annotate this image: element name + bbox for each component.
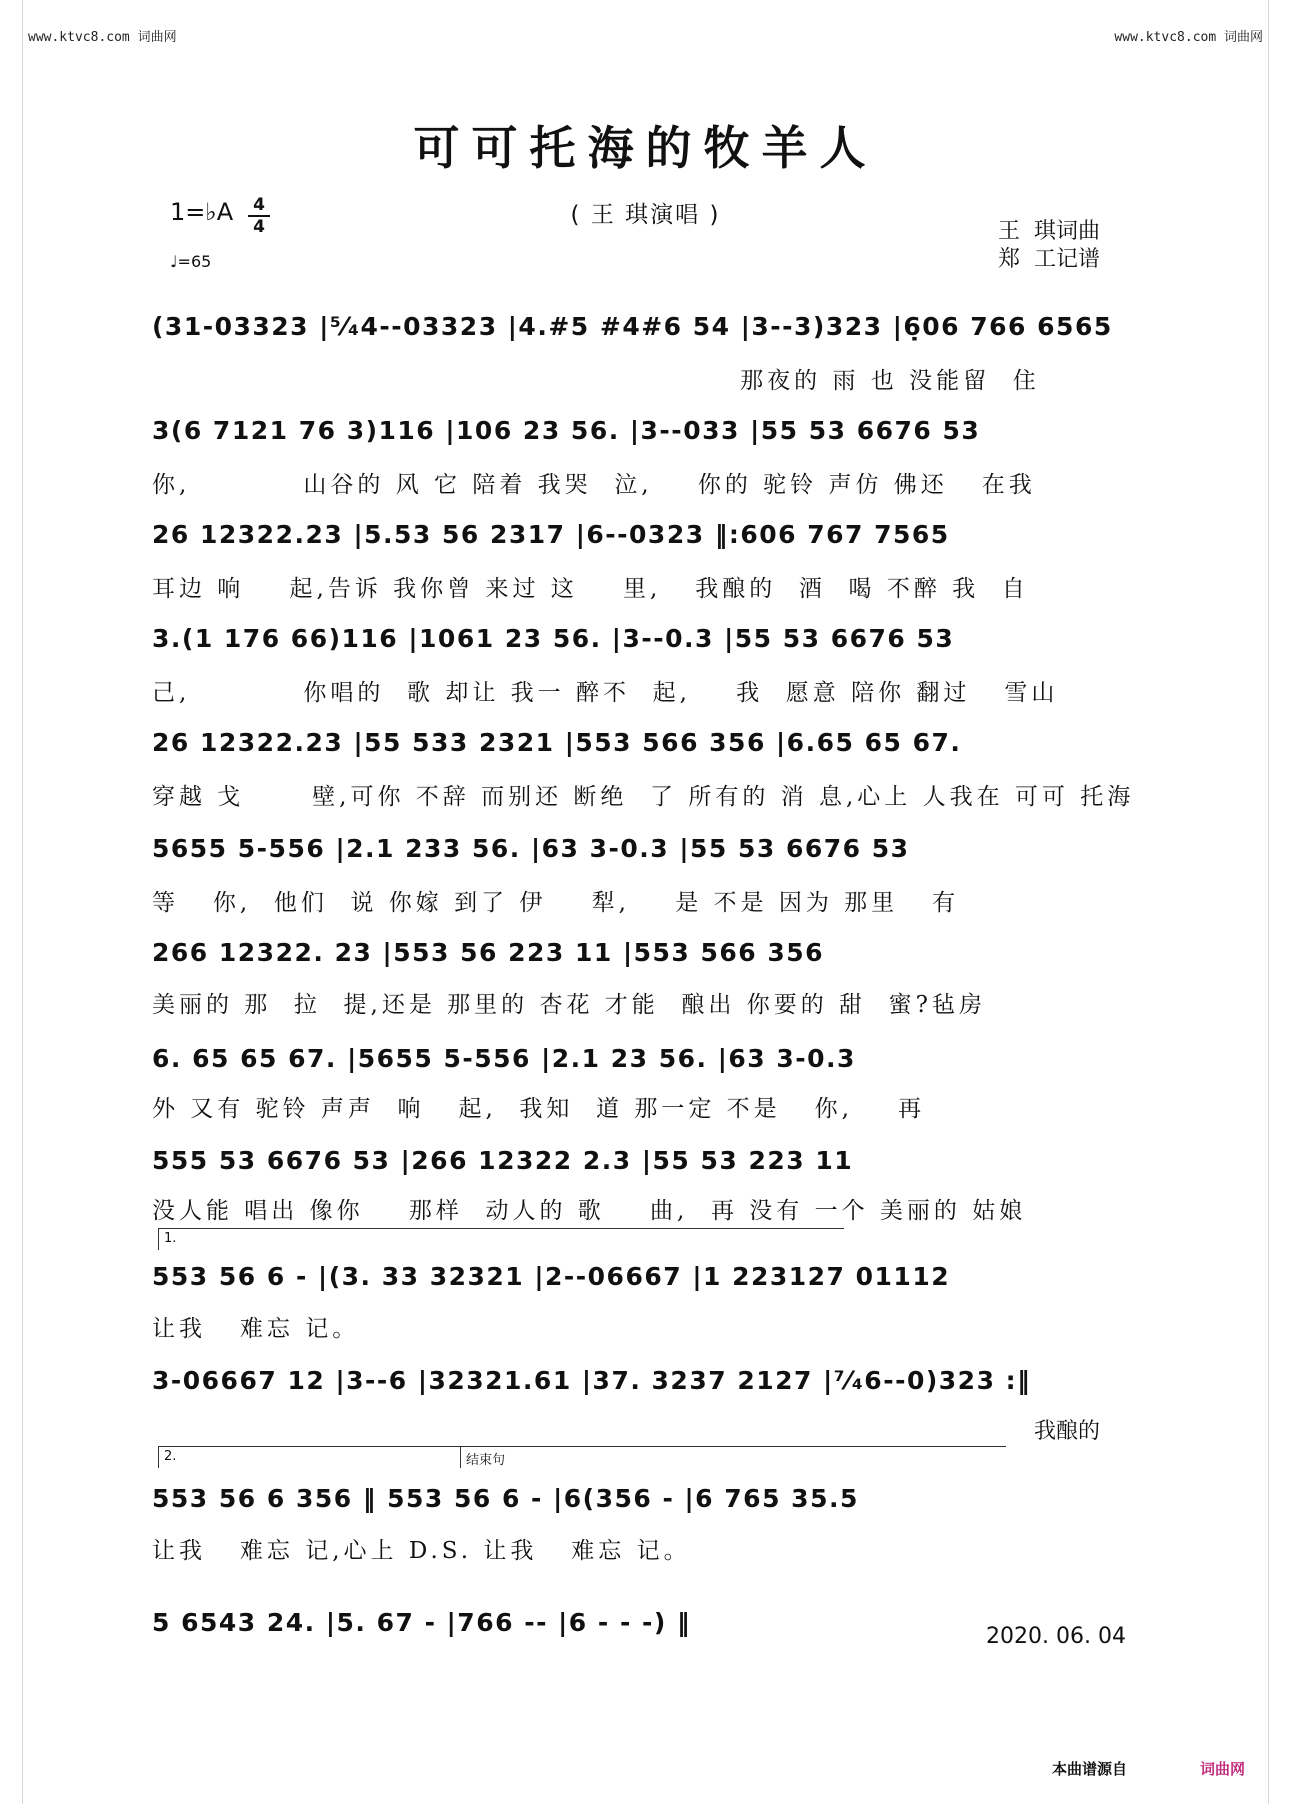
coda-ending: 结束句 bbox=[460, 1446, 1006, 1468]
transcription-date: 2020. 06. 04 bbox=[986, 1624, 1126, 1649]
score-system-2-lyrics: 你, 山谷的 风 它 陪着 我哭 泣, 你的 驼铃 声仿 佛还 在我 bbox=[152, 472, 1036, 498]
score-system-8-notes: 6. 65 65 67. |5655 5-556 |2.1 23 56. |63 3-0.3 bbox=[152, 1044, 856, 1073]
score-system-10-notes: 553 56 6 - |(3. 33 32321 |2--06667 |1 223127 01112 bbox=[152, 1262, 951, 1291]
score-system-10-lyrics: 让我 难忘 记。 bbox=[152, 1316, 360, 1342]
header-url-right[interactable]: www.ktvc8.com 词曲网 bbox=[1114, 30, 1263, 45]
left-margin-strip bbox=[0, 0, 23, 1804]
time-signature-top: 4 bbox=[253, 195, 265, 215]
score-system-7-notes: 266 12322. 23 |553 56 223 11 |553 566 356 bbox=[152, 938, 825, 967]
time-signature bbox=[248, 196, 270, 236]
score-system-4-lyrics: 己, 你唱的 歌 却让 我一 醉不 起, 我 愿意 陪你 翻过 雪山 bbox=[152, 680, 1059, 706]
score-system-6-lyrics: 等 你, 他们 说 你嫁 到了 伊 犁, 是 不是 因为 那里 有 bbox=[152, 890, 960, 916]
header-url-left[interactable]: www.ktvc8.com 词曲网 bbox=[28, 30, 177, 45]
performer-subtitle: ( 王 琪演唱 ) bbox=[570, 202, 721, 228]
score-system-6-notes: 5655 5-556 |2.1 233 56. |63 3-0.3 |55 53 6676 53 bbox=[152, 834, 910, 863]
song-title: 可可托海的牧羊人 bbox=[413, 121, 878, 175]
key-signature: 1=♭A bbox=[170, 198, 234, 226]
volta-second-ending: 2. bbox=[158, 1446, 460, 1468]
score-system-1-lyrics: 那夜的 雨 也 没能留 住 bbox=[152, 368, 1040, 394]
score-system-1-notes: (31-03323 |⁵⁄₄4--03323 |4.#5 #4#6 54 |3--3)323 |6̣06 766 6565 bbox=[152, 312, 1113, 341]
tempo-marking: ♩=65 bbox=[170, 252, 212, 271]
score-system-12-lyrics: 让我 难忘 记,心上 D.S. 让我 难忘 记。 bbox=[152, 1538, 691, 1564]
score-system-12-notes: 553 56 6 356 ‖ 553 56 6 - |6(356 - |6 765 35.5 bbox=[152, 1484, 859, 1513]
right-margin-strip bbox=[1268, 0, 1291, 1804]
score-system-5-lyrics: 穿越 戈 壁,可你 不辞 而别还 断绝 了 所有的 消 息,心上 人我在 可可 托海 bbox=[152, 784, 1135, 810]
credit-transcriber: 郑 工记谱 bbox=[998, 247, 1100, 272]
score-system-9-lyrics: 没人能 唱出 像你 那样 动人的 歌 曲, 再 没有 一个 美丽的 姑娘 bbox=[152, 1198, 1027, 1224]
volta-first-ending: 1. bbox=[158, 1228, 844, 1250]
footer-source-label: 本曲谱源自 bbox=[1052, 1760, 1128, 1778]
score-system-3-notes: 26 12322.23 |5.53 56 2317 |6--0323 ‖:606 767 7565 bbox=[152, 520, 950, 549]
credits bbox=[998, 218, 1100, 274]
score-system-9-notes: 555 53 6676 53 |266 12322 2.3 |55 53 223 11 bbox=[152, 1146, 854, 1175]
score-system-3-lyrics: 耳边 响 起,告诉 我你曾 来过 这 里, 我酿的 酒 喝 不醉 我 自 bbox=[152, 576, 1029, 602]
score-system-2-notes: 3(6 7121 76 3)116 |106 23 56. |3--033 |55 53 6676 53 bbox=[152, 416, 981, 445]
score-system-11-notes: 3-06667 12 |3--6 |32321.61 |37. 3237 2127 |⁷⁄₄6--0)323 :‖ bbox=[152, 1366, 1032, 1395]
repeat-lyric: 我酿的 bbox=[1034, 1419, 1101, 1444]
score-system-7-lyrics: 美丽的 那 拉 提,还是 那里的 杏花 才能 酿出 你要的 甜 蜜?毡房 bbox=[152, 992, 986, 1018]
score-system-5-notes: 26 12322.23 |55 533 2321 |553 566 356 |6.65 65 67. bbox=[152, 728, 962, 757]
score-system-13-notes: 5 6543 24. |5. 67 - |766 -- |6 - - -) ‖ bbox=[152, 1608, 692, 1637]
credit-lyrics-music: 王 琪词曲 bbox=[998, 219, 1100, 244]
score-system-4-notes: 3.(1 176 66)116 |1061 23 56. |3--0.3 |55 53 6676 53 bbox=[152, 624, 955, 653]
score-system-8-lyrics: 外 又有 驼铃 声声 响 起, 我知 道 那一定 不是 你, 再 bbox=[152, 1096, 926, 1122]
time-signature-bottom: 4 bbox=[253, 217, 265, 237]
footer-brand-link[interactable]: 词曲网 bbox=[1200, 1760, 1246, 1778]
